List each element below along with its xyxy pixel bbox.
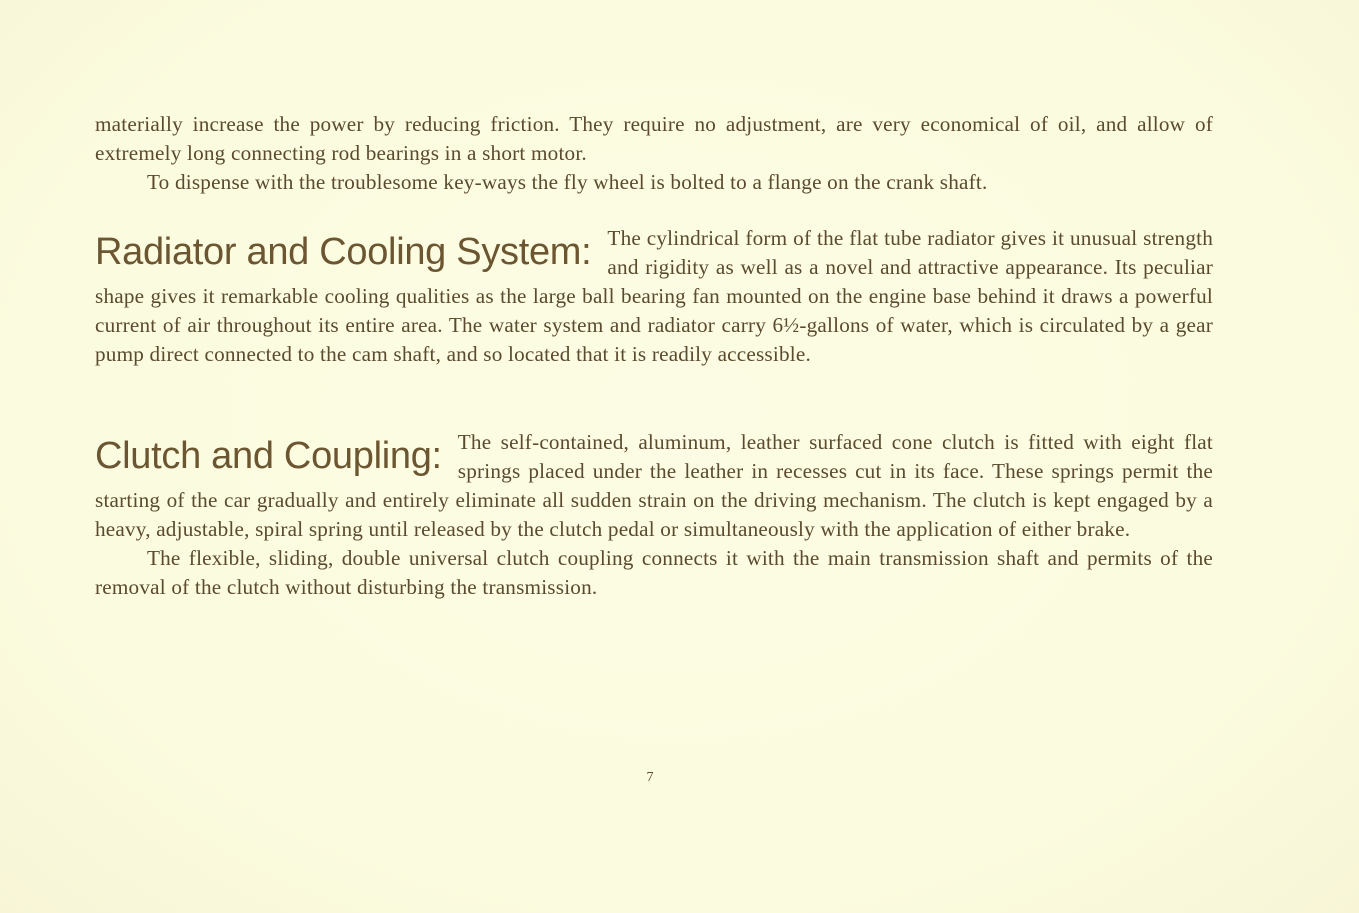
- radiator-paragraph: The cylindrical form of the flat tube radiator gives it unusual strength and rigidity as well as a novel and attractive appearance. Its peculiar shape gives it remarkable cooling qualities as the large ball bearing fan mounted on the engine base behind it draws a powerful current of air throughout its entire area. The water system and radiator carry 6½-gallons of water, which is circulated by a gear pump direct connected to the cam shaft, and so located that it is readily accessible.: [95, 226, 1213, 366]
- page-number: 7: [646, 770, 654, 785]
- radiator-heading: Radiator and Cooling System:: [95, 231, 592, 273]
- intro-paragraph: materially increase the power by reducing friction. They require no adjustment, are very economical of oil, and allow of extremely long connecting rod bearings in a short motor.: [95, 112, 1213, 165]
- coupling-paragraph: The flexible, sliding, double universal clutch coupling connects it with the main transmission shaft and permits of the removal of the clutch without disturbing the transmission.: [95, 546, 1213, 599]
- intro-section: [95, 110, 1213, 197]
- clutch-section: [95, 428, 1213, 602]
- radiator-section: [95, 224, 1213, 369]
- clutch-heading: Clutch and Coupling:: [95, 435, 442, 477]
- flywheel-paragraph: To dispense with the troublesome key-ways the fly wheel is bolted to a flange on the crank shaft.: [147, 170, 988, 194]
- clutch-paragraph: The self-contained, aluminum, leather surfaced cone clutch is fitted with eight flat springs placed under the leather in recesses cut in its face. These springs permit the starting of the car gradually and entirely eliminate all sudden strain on the driving mechanism. The clutch is kept engaged by a heavy, adjustable, spiral spring until released by the clutch pedal or simultaneously with the application of either brake.: [95, 430, 1213, 541]
